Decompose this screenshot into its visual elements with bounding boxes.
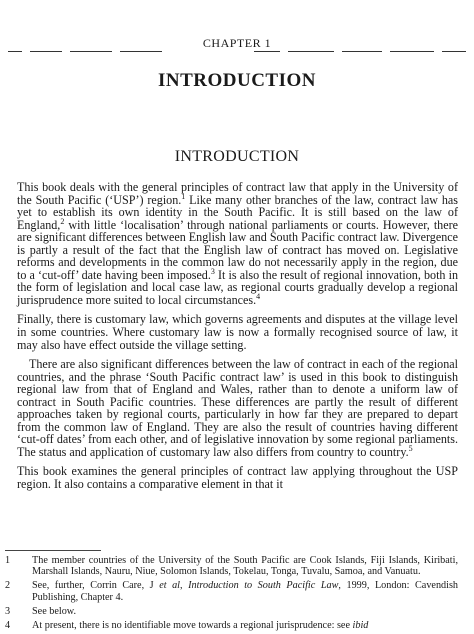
rule-dash <box>120 51 162 52</box>
footnote-2 <box>5 580 458 602</box>
rule-dash <box>442 51 466 52</box>
rule-dash <box>288 51 334 52</box>
rule-dash <box>342 51 382 52</box>
paragraph-4: This book examines the general principles of contract law applying throughout the USP region. It also contains a comparative element in that it <box>17 464 458 492</box>
footnotes <box>5 555 458 634</box>
footnote-text: See below. <box>32 605 77 617</box>
footnote-ref: 4 <box>256 291 261 301</box>
footnote-ref: 5 <box>408 443 413 453</box>
chapter-title: INTRODUCTION <box>157 70 317 91</box>
paragraph-3 <box>17 358 458 458</box>
section-title: INTRODUCTION <box>174 148 300 165</box>
rule-dash <box>30 51 62 52</box>
chapter-label: CHAPTER 1 <box>202 36 272 50</box>
footnote-italic: et al <box>159 580 181 592</box>
paragraph-text: This book deals with the general principles of contract law that apply in the University of the South Pacific (‘USP’) region. <box>17 180 458 207</box>
paragraph-text: with little ‘localisation’ through national parliaments or courts. However, there are significant differences between English law and South Pacific contract law. Divergence is partly a result of the fact that the English law of contract has moved on. Legislative reforms and developments in the common law do not necessarily apply in the region, due to a ‘cut-off’ date having been imposed. <box>17 217 458 282</box>
rule-dash <box>390 51 434 52</box>
footnote-ref: 1 <box>181 191 186 201</box>
paragraph-text: Like many other branches of the law, contract law has yet to establish its own identity in the South Pacific. It is still based on the law of England, <box>17 192 458 232</box>
footnote-text-part: At present, there is no identifiable move towards a regional jurisprudence: see <box>32 620 353 632</box>
footnote-3 <box>5 606 458 617</box>
footnote-text-part: See, further, Corrin Care, J <box>32 580 160 592</box>
footnote-1 <box>5 555 458 577</box>
rule-dash <box>254 51 280 52</box>
footnote-book-title: Introduction to South Pacific Law <box>188 580 339 592</box>
footnote-text-part: , 1999, London: Cavendish Publishing, Chapter 4. <box>32 580 459 603</box>
footnote-text <box>32 620 458 631</box>
paragraph-text: There are also significant differences between the law of contract in each of the regional countries, and the phrase ‘South Pacific contract law’ is used in this book to distinguish regional law from that of England and Wales, rather than to denote a uniform law of contract in South Pacific countries. These differences are partly the result of different approaches taken by regional courts, particularly in how far they are prepared to depart from the common law of England. They are also the result of countries having different ‘cut-off dates’ from each other, and of legislative innovation by some regional parliaments. The status and application of customary law also differs from country to country. <box>17 357 458 459</box>
footnote-number: 1 <box>5 555 11 566</box>
footnote-ref: 2 <box>60 216 65 226</box>
rule-dash <box>8 51 22 52</box>
footnote-text: The member countries of the University of the South Pacific are Cook Islands, Fiji Islands, Kiribati, Marshall Islands, Nauru, Niue, Solomon Islands, Tokelau, Tonga, Tuvalu, Samoa, and Vanuatu. <box>32 555 458 578</box>
paragraph-text: It is also the result of regional innovation, both in the form of legislation and local case law, as regional courts gradually develop a regional jurisprudence more suited to local circumstances. <box>17 267 458 307</box>
footnote-text <box>32 580 458 602</box>
paragraph-1 <box>17 181 458 306</box>
footnote-italic: ibid <box>352 620 369 632</box>
footnote-text-part: , <box>180 580 189 592</box>
footnote-ref: 3 <box>210 266 215 276</box>
footnote-number: 3 <box>5 605 11 617</box>
rule-dash <box>70 51 112 52</box>
footnote-number: 2 <box>5 580 11 592</box>
footnote-number: 4 <box>5 620 11 632</box>
paragraph-2: Finally, there is customary law, which governs agreements and disputes at the village level in some countries. Where customary law is now a formally recognised source of law, it may also have effect outside the village setting. <box>17 312 458 352</box>
footnote-divider <box>5 550 101 551</box>
body-text <box>17 181 458 498</box>
footnote-4 <box>5 620 458 631</box>
